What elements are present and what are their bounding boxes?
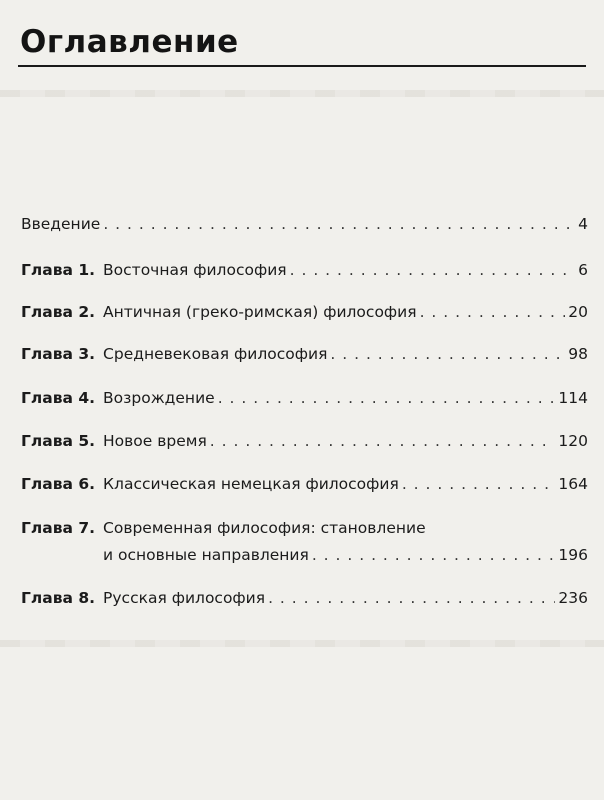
entry-title: Русская философия [103, 589, 266, 607]
entry-title: Новое время [103, 432, 207, 450]
entry-title-line2: и основные направления [103, 546, 309, 564]
entry-page: 236 [558, 589, 588, 607]
toc-entry-chapter-4[interactable] [21, 384, 588, 412]
entry-page: 120 [558, 432, 588, 450]
chapter-number: Глава 2. [21, 303, 96, 321]
entry-page: 4 [578, 215, 588, 233]
entry-title: Введение [21, 215, 101, 233]
entry-title: Современная философия: становление [103, 519, 426, 537]
entry-title: Восточная философия [103, 261, 287, 279]
leader-dots [103, 210, 575, 238]
toc-entry-chapter-3[interactable] [21, 340, 588, 368]
entry-title: Средневековая философия [103, 345, 328, 363]
entry-page: 164 [558, 475, 588, 493]
entry-page: 6 [578, 261, 588, 279]
chapter-number: Глава 6. [21, 475, 96, 493]
toc-entry-chapter-2[interactable] [21, 298, 588, 326]
leader-dots [290, 256, 575, 284]
toc-entry-chapter-1[interactable] [21, 256, 588, 284]
chapter-number: Глава 5. [21, 432, 96, 450]
leader-dots [210, 427, 556, 455]
leader-dots [218, 384, 556, 412]
page-title: Оглавление [20, 24, 239, 60]
toc-entry-intro[interactable] [21, 210, 588, 238]
leader-dots [268, 584, 555, 612]
leader-dots [330, 340, 565, 368]
chapter-number: Глава 4. [21, 389, 96, 407]
leader-dots [402, 470, 556, 498]
title-rule [18, 65, 586, 67]
entry-page: 20 [568, 303, 588, 321]
leader-dots [420, 298, 566, 326]
bleed-through-text [0, 640, 604, 647]
entry-page: 196 [558, 546, 588, 564]
entry-title: Возрождение [103, 389, 215, 407]
toc-entry-chapter-5[interactable] [21, 427, 588, 455]
leader-dots [312, 541, 556, 569]
entry-page: 114 [558, 389, 588, 407]
bleed-through-text [0, 90, 604, 97]
chapter-number: Глава 3. [21, 345, 96, 363]
chapter-number: Глава 1. [21, 261, 96, 279]
toc-entry-chapter-7-continued[interactable] [103, 541, 588, 569]
chapter-number: Глава 8. [21, 589, 96, 607]
toc-entry-chapter-8[interactable] [21, 584, 588, 612]
chapter-number: Глава 7. [21, 519, 96, 537]
toc-entry-chapter-7[interactable] [21, 514, 588, 542]
entry-title: Классическая немецкая философия [103, 475, 399, 493]
entry-page: 98 [568, 345, 588, 363]
toc-entry-chapter-6[interactable] [21, 470, 588, 498]
entry-title: Античная (греко-римская) философия [103, 303, 417, 321]
